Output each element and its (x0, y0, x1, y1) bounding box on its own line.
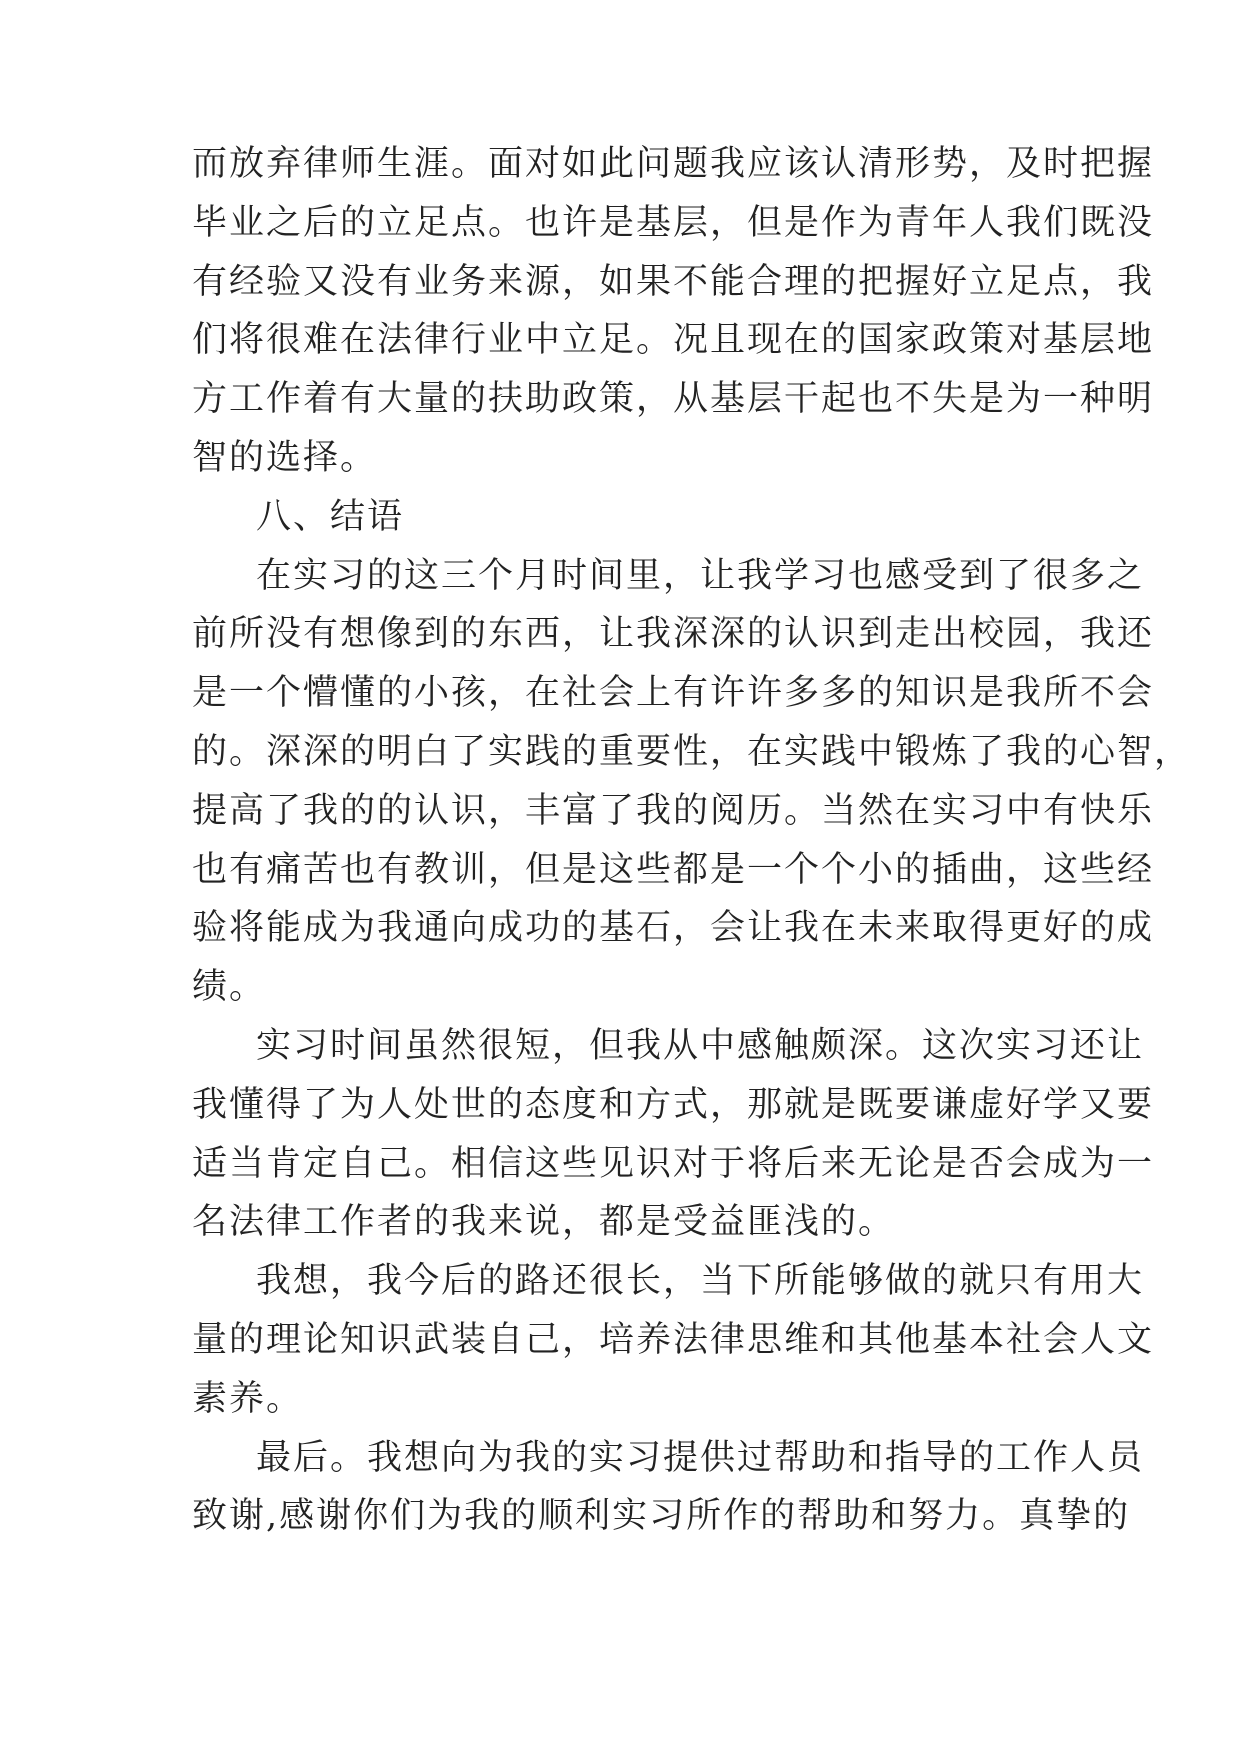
text-line: 致谢,感谢你们为我的顺利实习所作的帮助和努力。真挚的 (192, 1496, 1131, 1537)
text-line: 在实习的这三个月时间里，让我学习也感受到了很多之 (256, 555, 1145, 596)
text-line: 实习时间虽然很短，但我从中感触颇深。这次实习还让 (256, 1026, 1145, 1066)
text-line: 也有痛苦也有教训，但是这些都是一个个小的插曲，这些经 (192, 849, 1155, 890)
text-line: 提高了我的的认识，丰富了我的阅历。当然在实习中有快乐 (192, 790, 1155, 831)
text-line: 而放弃律师生涯。面对如此问题我应该认清形势，及时把握 (192, 144, 1155, 184)
text-line: 验将能成为我通向成功的基石，会让我在未来取得更好的成 (192, 908, 1155, 949)
text-line: 们将很难在法律行业中立足。况且现在的国家政策对基层地 (192, 320, 1155, 361)
text-line: 我想，我今后的路还很长，当下所能够做的就只有用大 (256, 1261, 1145, 1302)
text-line: 智的选择。 (192, 438, 378, 478)
text-line: 的。深深的明白了实践的重要性，在实践中锻炼了我的心智， (192, 732, 1192, 772)
text-line: 量的理论知识武装自己，培养法律思维和其他基本社会人文 (192, 1320, 1155, 1360)
text-line: 最后。我想向为我的实习提供过帮助和指导的工作人员 (256, 1437, 1145, 1478)
text-line: 方工作着有大量的扶助政策，从基层干起也不失是为一种明 (192, 379, 1155, 420)
text-line: 我懂得了为人处世的态度和方式，那就是既要谦虚好学又要 (192, 1084, 1155, 1125)
text-line: 八、结语 (256, 496, 405, 537)
text-line: 绩。 (192, 967, 267, 1008)
text-line: 毕业之后的立足点。也许是基层，但是作为青年人我们既没 (192, 202, 1155, 243)
text-line: 适当肯定自己。相信这些见识对于将后来无论是否会成为一 (192, 1143, 1155, 1184)
text-line: 前所没有想像到的东西，让我深深的认识到走出校园，我还 (192, 614, 1155, 655)
text-line: 有经验又没有业务来源，如果不能合理的把握好立足点，我 (192, 261, 1155, 302)
text-line: 是一个懵懂的小孩，在社会上有许许多多的知识是我所不会 (192, 673, 1155, 714)
text-line: 名法律工作者的我来说，都是受益匪浅的。 (192, 1202, 896, 1243)
text-line: 素养。 (192, 1378, 304, 1419)
